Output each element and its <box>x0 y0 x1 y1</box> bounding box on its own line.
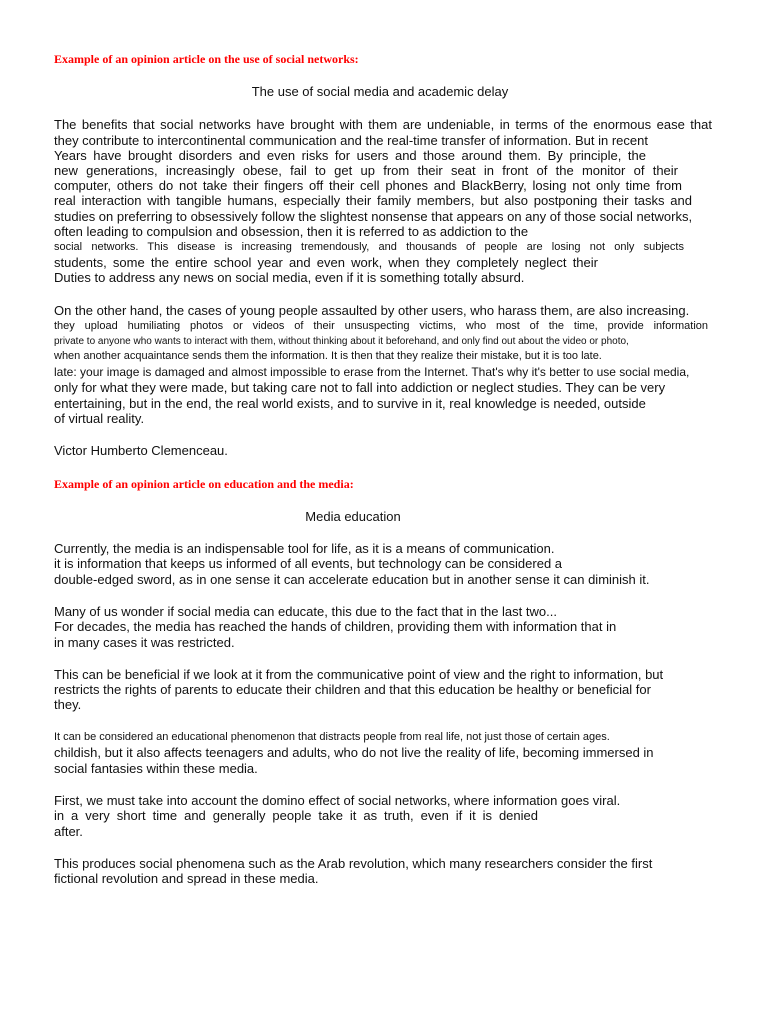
article2-p2-line: Many of us wonder if social media can educate, this due to the fact that in the last two... <box>54 604 557 619</box>
article1-heading: Example of an opinion article on the use of social networks: <box>54 52 359 66</box>
article1-p1-line: social networks. This disease is increasing tremendously, and thousands of people are losing not only subjects <box>54 241 684 253</box>
article1-p1-line: studies on preferring to obsessively follow the slightest nonsense that appears on any of those social networks, <box>54 209 693 224</box>
article1-p2-line: entertaining, but in the end, the real world exists, and to survive in it, real knowledge is needed, outside <box>54 396 646 411</box>
article2-p1-line: double-edged sword, as in one sense it can accelerate education but in another sense it can diminish it. <box>54 572 650 587</box>
article1-p2-line: only for what they were made, but taking care not to fall into addiction or neglect studies. They can be very <box>54 380 666 395</box>
article2-p4-line: childish, but it also affects teenagers and adults, who do not live the reality of life, becoming immersed in <box>54 745 654 760</box>
article2-title: Media education <box>305 509 401 524</box>
article2-p6-line: This produces social phenomena such as the Arab revolution, which many researchers consider the first <box>54 856 653 871</box>
article2-p5-line: First, we must take into account the domino effect of social networks, where information goes viral. <box>54 793 621 808</box>
article2-p1-line: it is information that keeps us informed of all events, but technology can be considered a <box>54 556 563 571</box>
article2-p3-line: restricts the rights of parents to educate their children and that this education be healthy or beneficial for <box>54 682 651 697</box>
article1-p1-line: Duties to address any news on social media, even if it is something totally absurd. <box>54 270 525 285</box>
article2-p6-line: fictional revolution and spread in these media. <box>54 871 319 886</box>
article1-p1-line: computer, others do not take their fingers off their cell phones and BlackBerry, losing not only time from <box>54 178 682 193</box>
article1-p1-line: often leading to compulsion and obsession, then it is referred to as addiction to the <box>54 224 529 239</box>
article1-p2-line: late: your image is damaged and almost impossible to erase from the Internet. That's why it's better to use social media, <box>54 365 690 379</box>
article2-p3-line: This can be beneficial if we look at it from the communicative point of view and the right to information, but <box>54 667 664 682</box>
article2-p4-line: social fantasies within these media. <box>54 761 258 776</box>
article1-p1-line: new generations, increasingly obese, fail to get up from their seat in front of the monitor of their <box>54 163 678 178</box>
article2-heading: Example of an opinion article on education and the media: <box>54 477 354 491</box>
article1-p1-line: they contribute to intercontinental communication and the real-time transfer of information. But in recent <box>54 133 648 148</box>
article2-p3-line: they. <box>54 697 82 712</box>
article1-p2-line: of virtual reality. <box>54 411 145 426</box>
article2-p4-line: It can be considered an educational phenomenon that distracts people from real life, not just those of certain ages. <box>54 731 610 743</box>
article2-p2-line: in many cases it was restricted. <box>54 635 235 650</box>
article1-p2-line: On the other hand, the cases of young people assaulted by other users, who harass them, are also increasing. <box>54 303 690 318</box>
article1-p1-line: real interaction with tangible humans, especially their family members, but also postponing their tasks and <box>54 193 692 208</box>
article2-p1-line: Currently, the media is an indispensable tool for life, as it is a means of communication. <box>54 541 555 556</box>
article1-p2-line: private to anyone who wants to interact with them, without thinking about it beforehand, and only find out about the video or photo, <box>54 336 629 347</box>
article1-p1-line: students, some the entire school year and even work, when they completely neglect their <box>54 255 598 270</box>
article2-p5-line: in a very short time and generally people take it as truth, even if it is denied <box>54 808 538 823</box>
article1-author: Victor Humberto Clemenceau. <box>54 443 228 458</box>
article2-p5-line: after. <box>54 824 83 839</box>
article1-p2-line: when another acquaintance sends them the information. It is then that they realize their mistake, but it is too late. <box>54 350 602 362</box>
article2-p2-line: For decades, the media has reached the hands of children, providing them with information that in <box>54 619 617 634</box>
article1-p2-line: they upload humiliating photos or videos of their unsuspecting victims, who most of the time, provide information <box>54 320 708 332</box>
article1-p1-line: Years have brought disorders and even risks for users and those around them. By principle, the <box>54 148 646 163</box>
article1-title: The use of social media and academic delay <box>251 84 509 99</box>
article1-p1-line: The benefits that social networks have brought with them are undeniable, in terms of the enormous ease that <box>54 117 712 132</box>
